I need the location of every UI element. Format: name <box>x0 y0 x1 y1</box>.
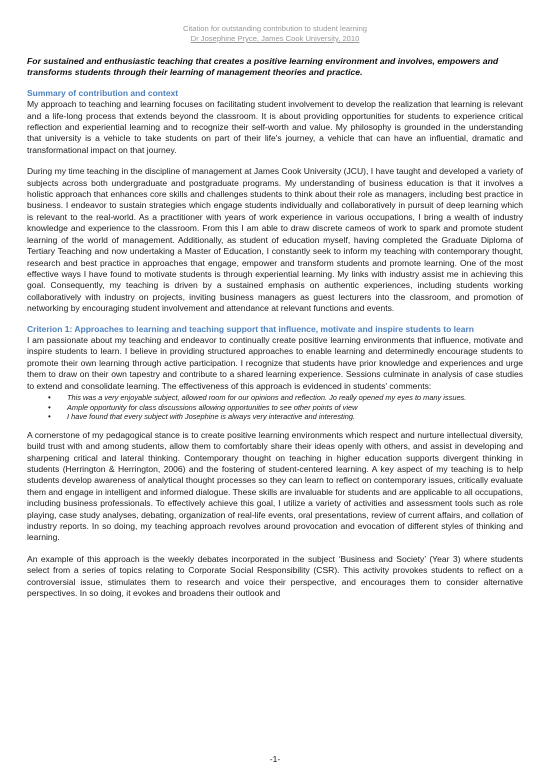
summary-paragraph-2: During my time teaching in the discipline of management at James Cook University (JCU), I have taught and developed a variety of subjects across both undergraduate and postgraduate programs. My understanding of business education is that it involves a holistic approach that enhances core skills and challenges students to think about their role as managers, including best practice in business. I endeavor to sustain strategies which engage students individually and collaboratively in pursuit of deep learning which is relevant to the real-world. As a practitioner with years of work experience in various occupations, I bring a wealth of industry knowledge and experience to the classroom. From this I am able to draw discrete cameos of work to spark and promote student learning of the world of management. Additionally, as student of education myself, having completed the Graduate Diploma of Tertiary Teaching and now undertaking a Master of Education, I constantly seek to inform my teaching with contemporary thought, research and best practice in approaches that engage, empower and transform students and promote learning. One of the most effective ways I have found to motivate students is through experiential learning. My links with industry assist me in achieving this goal. Consequently, my teaching is driven by a sustained emphasis on authentic experiences, including students working collaboratively with industry on projects, inviting business managers as guest lecturers into the classroom, and promotion of networking by encouraging student involvement and attendance at relevant functions and events. <box>27 166 523 314</box>
criterion-intro-paragraph: I am passionate about my teaching and endeavor to continually create positive learning environments that influence, motivate and inspire students to learn. I believe in providing structured approaches to enable learning and determinedly encourage students to promote their own learning through active participation. I recognize that students have prior knowledge and experiences and urge them to draw on their own tapestry and contribute to a shared learning experience. Sessions culminate in analysis of case studies to extend and consolidate learning. The effectiveness of this approach is evidenced in students' comments: <box>27 334 523 391</box>
summary-paragraph-1: My approach to teaching and learning focuses on facilitating student involvement to develop the realization that learning is relevant and a life-long process that extends beyond the classroom. It is about providing opportunities for students to experience critical reflection and experiential learning and to recognize their self-worth and value. My philosophy is grounded in the understanding that university is a vehicle to take students on part of their life's journey, a vehicle that can have an influential, dramatic and transformational impact on that journey. <box>27 99 523 155</box>
section-heading-criterion-1: Criterion 1: Approaches to learning and teaching support that influence, motivate and inspire students to learn <box>27 323 474 334</box>
header-author-line: Dr Josephine Pryce, James Cook University, 2010 <box>190 34 360 43</box>
student-comments-list <box>27 393 523 422</box>
page-number: -1- <box>269 754 281 764</box>
student-comment-1: • This was a very enjoyable subject, allowed room for our opinions and reflection. Jo really opened my eyes to many issues. <box>67 393 523 403</box>
criterion-paragraph-2: An example of this approach is the weekly debates incorporated in the subject ‘Business and Society’ (Year 3) where students select from a series of topics relating to Corporate Social Responsibility (CSR). This activity provokes students to reflect on a controversial issue, stimulates them to research and voice their perspective, and encourages them to consider alternative perspectives. In so doing, it evokes and broadens their outlook and <box>27 553 523 599</box>
citation-tagline: For sustained and enthusiastic teaching that creates a positive learning environment and involves, empowers and transforms students through their learning of management theories and practice. <box>27 56 499 78</box>
criterion-paragraph-1: A cornerstone of my pedagogical stance is to create positive learning environments which respect and nurture intellectual diversity, build trust with and among students, allow them to comfortably share their ideas openly with others, and assist in developing and sharpening critical and lateral thinking. Contemporary thought on teaching in higher education supports divergent thinking in students (Herrington & Herrington, 2006) and the fostering of student-centered learning. A key aspect of my teaching is to help students develop awareness of analytical thought processes so they can learn to reflect on contemporary issues, critically evaluate them and engage in intelligent and informed dialogue. These skills are invaluable for students and are applicable to all occupations, including business professionals. To effectively achieve this goal, I utilize a variety of activities and assessment tools such as role playing, case study analyses, debating, organization of real-life events, oral presentations, review of current affairs, and collation of industry reports. In so doing, my teaching approach revolves around provocation and evocation of different styles of thinking and learning. <box>27 429 523 543</box>
page-header <box>27 24 523 44</box>
section-heading-summary: Summary of contribution and context <box>27 87 179 98</box>
student-comment-2: • Ample opportunity for class discussions allowing opportunities to see other points of view <box>67 403 523 413</box>
student-comment-3: • I have found that every subject with Josephine is always very interactive and interesting. <box>67 412 523 422</box>
header-citation-title: Citation for outstanding contribution to student learning <box>182 24 368 33</box>
